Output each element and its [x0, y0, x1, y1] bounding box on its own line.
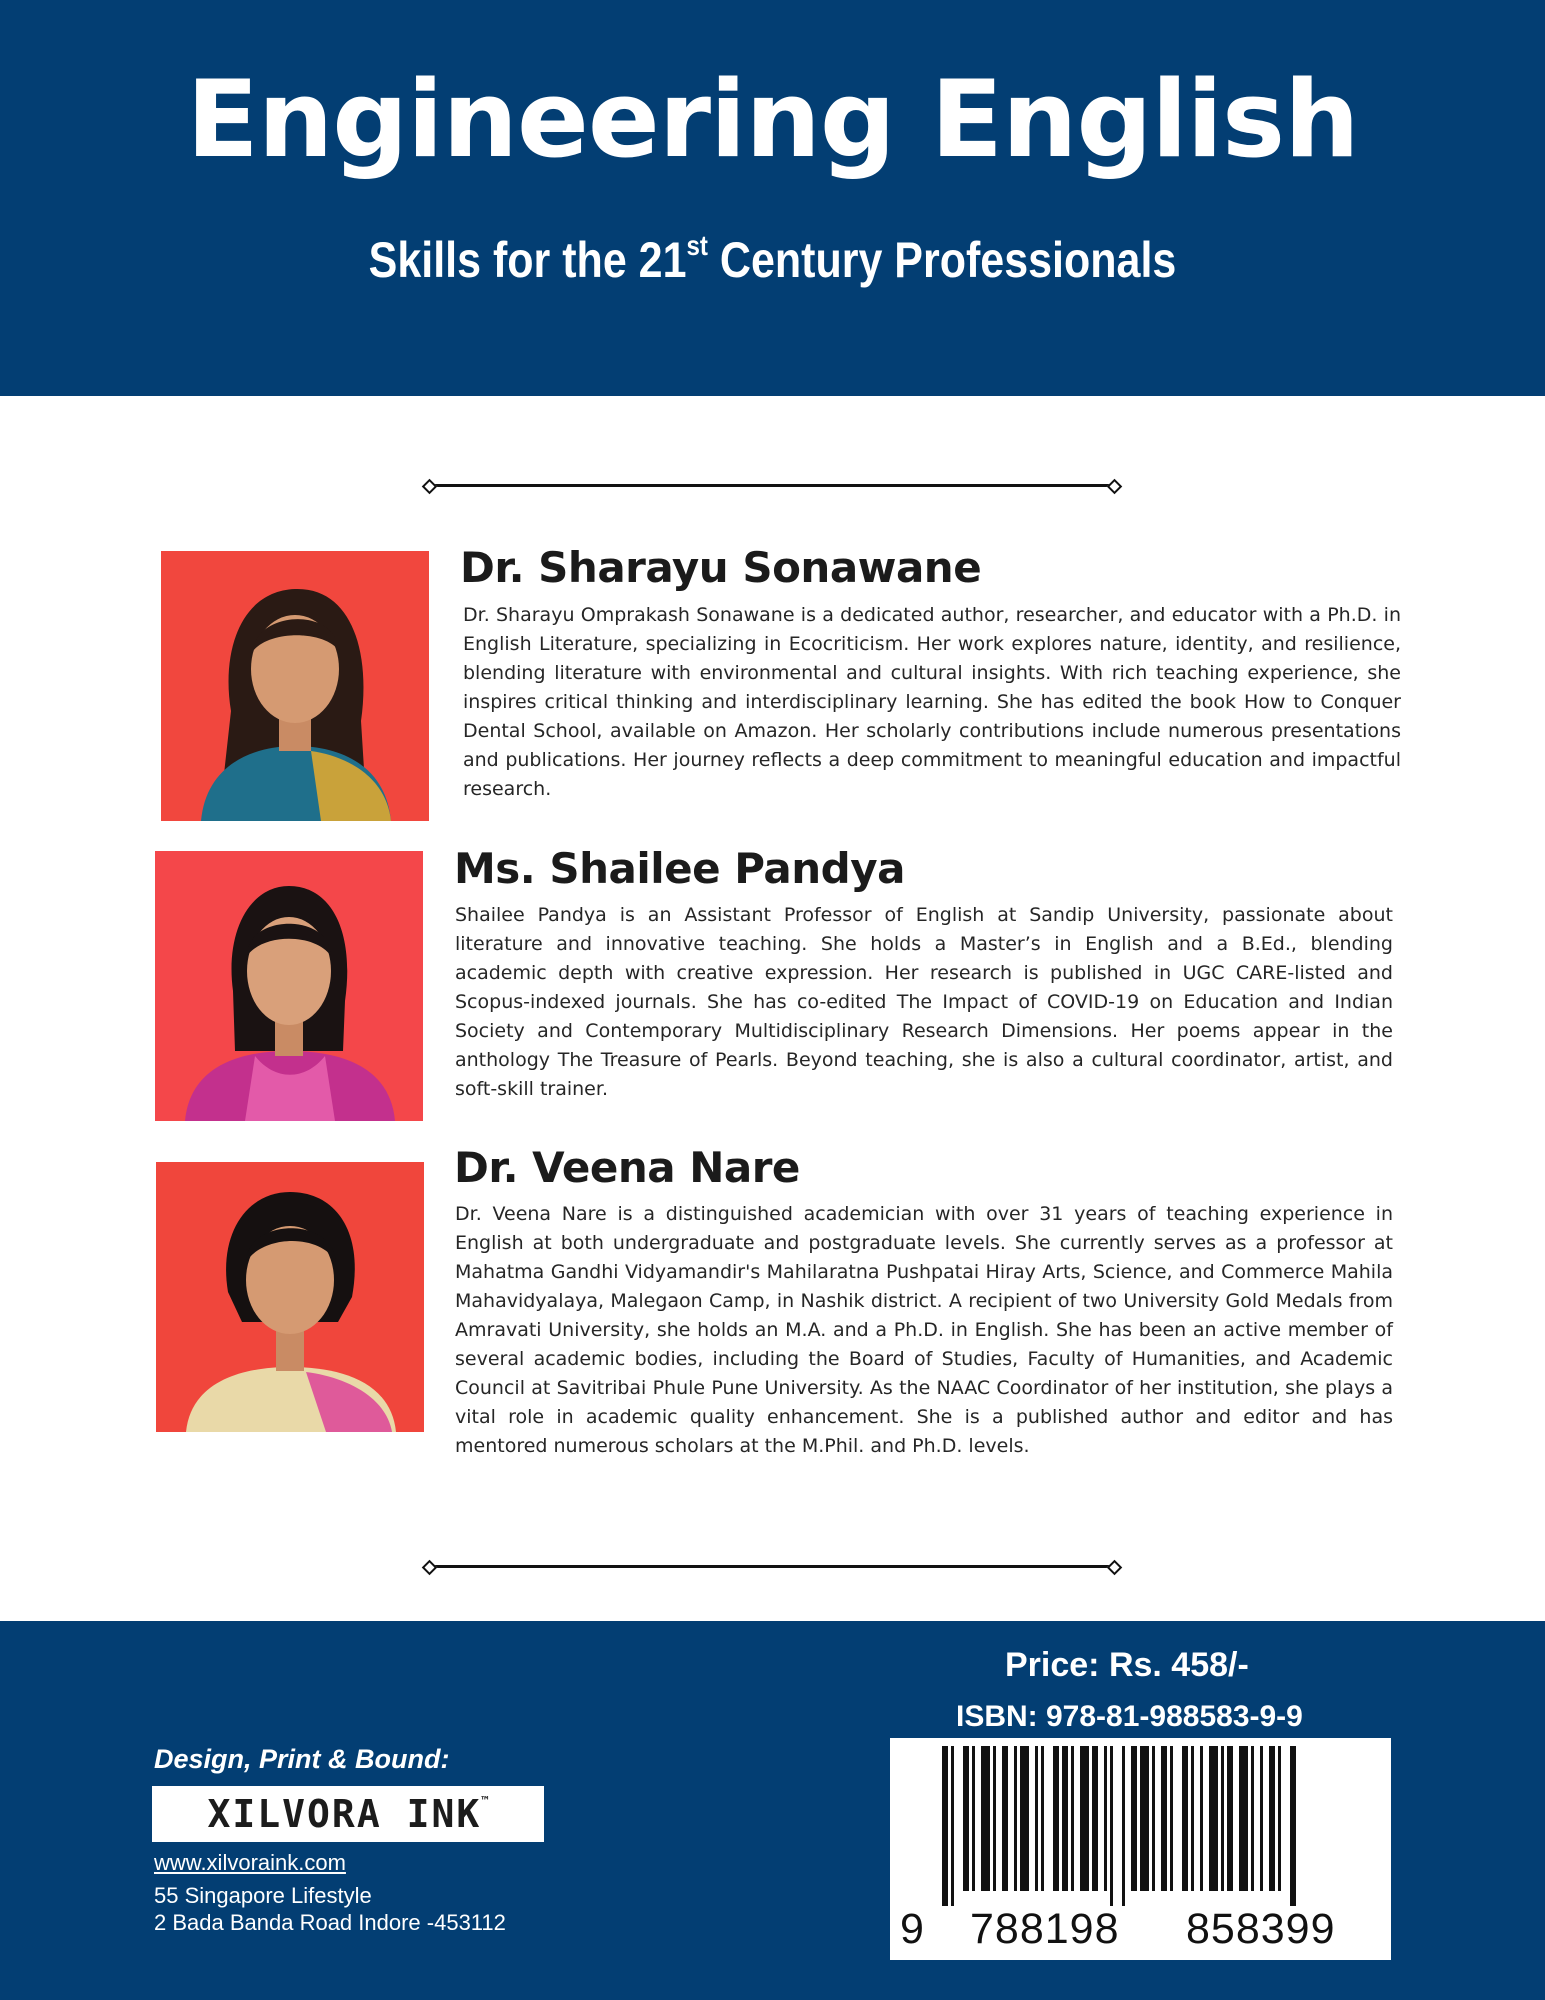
- barcode-bar: [1104, 1746, 1107, 1891]
- subtitle-text: Skills for the 21: [368, 232, 687, 288]
- portrait-icon: [155, 851, 423, 1121]
- book-subtitle: [108, 230, 1437, 289]
- author-name-shailee: Ms. Shailee Pandya: [454, 844, 905, 893]
- divider-top: [430, 484, 1114, 487]
- barcode-bar: [1062, 1746, 1068, 1891]
- barcode-bar: [1239, 1746, 1248, 1891]
- barcode-bar: [993, 1746, 996, 1891]
- barcode-bar: [972, 1746, 975, 1891]
- book-title: Engineering English: [186, 58, 1359, 181]
- author-photo-veena: [156, 1162, 424, 1432]
- barcode-bar: [1227, 1746, 1233, 1891]
- barcode-bar: [1140, 1746, 1149, 1891]
- author-name-sharayu: Dr. Sharayu Sonawane: [460, 543, 982, 592]
- barcode-digits-right: 858399: [1186, 1905, 1336, 1953]
- barcode-bar: [1014, 1746, 1017, 1891]
- portrait-icon: [156, 1162, 424, 1432]
- barcode-bar: [1221, 1746, 1224, 1891]
- barcode-bar: [1071, 1746, 1074, 1891]
- author-bio-shailee: Shailee Pandya is an Assistant Professor of English at Sandip University, passionate about literature and innovative teaching. She holds a Master’s in English and a B.Ed., blending academic depth with creative expression. Her research is published in UGC CARE-listed and Scopus-indexed journals. She has co-edited The Impact of COVID-19 on Education and Indian Society and Contemporary Multidisciplinary Research Dimensions. Her poems appear in the anthology The Treasure of Pearls. Beyond teaching, she is also a cultural coordinator, artist, and soft-skill trainer.: [455, 904, 1393, 1100]
- barcode-bar: [963, 1746, 969, 1891]
- address-line-1: 55 Singapore Lifestyle: [154, 1883, 372, 1908]
- barcode-bar: [1161, 1746, 1167, 1891]
- barcode-bar: [1131, 1746, 1137, 1891]
- barcode-bar: [1269, 1746, 1275, 1891]
- barcode-bar: [1209, 1746, 1218, 1891]
- portrait-icon: [161, 551, 429, 821]
- barcode-bar: [1191, 1746, 1194, 1891]
- barcode-bar: [1122, 1746, 1125, 1906]
- barcode-bar: [1035, 1746, 1038, 1891]
- logo-wordmark: [152, 1792, 544, 1836]
- printer-label: Design, Print & Bound:: [154, 1744, 450, 1774]
- barcode-bar: [1251, 1746, 1254, 1891]
- barcode-bar: [1278, 1746, 1281, 1891]
- author-photo-shailee: [155, 851, 423, 1121]
- barcode-bars-icon: [902, 1746, 1380, 1906]
- author-bio-sharayu: Dr. Sharayu Omprakash Sonawane is a dedicated author, researcher, and educator with a Ph.D. in English Literature, specializing in Ecocriticism. Her work explores nature, identity, and resilience, blending literature with environmental and cultural insights. With rich teaching experience, she inspires critical thinking and interdisciplinary learning. She has edited the book How to Conquer Dental School, available on Amazon. Her scholarly contributions include numerous presentations and publications. Her journey reflects a deep commitment to meaningful education and impactful research.: [463, 604, 1401, 800]
- barcode-bar: [1110, 1746, 1113, 1906]
- subtitle-text-end: Century Professionals: [707, 232, 1177, 288]
- price-label: Price: Rs. 458/-: [1005, 1646, 1249, 1684]
- barcode-bar: [1200, 1746, 1203, 1891]
- barcode-bar: [942, 1746, 948, 1906]
- barcode-digit-first: 9: [900, 1905, 924, 1953]
- address-line-2: 2 Bada Banda Road Indore -453112: [154, 1910, 506, 1935]
- logo-text: XILVORA INK: [207, 1792, 482, 1836]
- author-photo-sharayu: [161, 551, 429, 821]
- author-name-veena: Dr. Veena Nare: [454, 1143, 800, 1192]
- barcode-bar: [1053, 1746, 1059, 1891]
- barcode-bar: [1020, 1746, 1029, 1891]
- barcode-bar: [1092, 1746, 1098, 1891]
- barcode-bar: [951, 1746, 954, 1906]
- isbn-barcode: [890, 1738, 1391, 1960]
- barcode-bar: [1290, 1746, 1296, 1906]
- divider-bottom: [430, 1565, 1114, 1568]
- barcode-bar: [981, 1746, 990, 1891]
- barcode-bar: [1041, 1746, 1044, 1891]
- barcode-bar: [1182, 1746, 1188, 1891]
- barcode-digits-left: 788198: [970, 1905, 1120, 1953]
- subtitle-superscript: st: [686, 230, 708, 261]
- isbn-label: ISBN: 978-81-988583-9-9: [956, 1700, 1303, 1733]
- author-bio-veena: Dr. Veena Nare is a distinguished academician with over 31 years of teaching experience in English at both undergraduate and postgraduate levels. She currently serves as a professor at Mahatma Gandhi Vidyamandir's Mahilaratna Pushpatai Hiray Arts, Science, and Commerce Mahila Mahavidyalaya, Malegaon Camp, in Nashik district. A recipient of two University Gold Medals from Amravati University, she holds an M.A. and a Ph.D. in English. She has been an active member of several academic bodies, including the Board of Studies, Faculty of Humanities, and Academic Council at Savitribai Phule Pune University. As the NAAC Coordinator of her institution, she plays a vital role in academic quality enhancement. She is a published author and editor and has mentored numerous scholars at the M.Phil. and Ph.D. levels.: [455, 1203, 1393, 1457]
- barcode-bar: [1170, 1746, 1173, 1891]
- logo-trademark: ™: [481, 1794, 489, 1808]
- barcode-bar: [1152, 1746, 1155, 1891]
- publisher-website-link[interactable]: www.xilvoraink.com: [154, 1850, 346, 1875]
- publisher-logo: [152, 1786, 544, 1842]
- barcode-bar: [1080, 1746, 1089, 1891]
- barcode-bar: [1260, 1746, 1263, 1891]
- barcode-bar: [1002, 1746, 1008, 1891]
